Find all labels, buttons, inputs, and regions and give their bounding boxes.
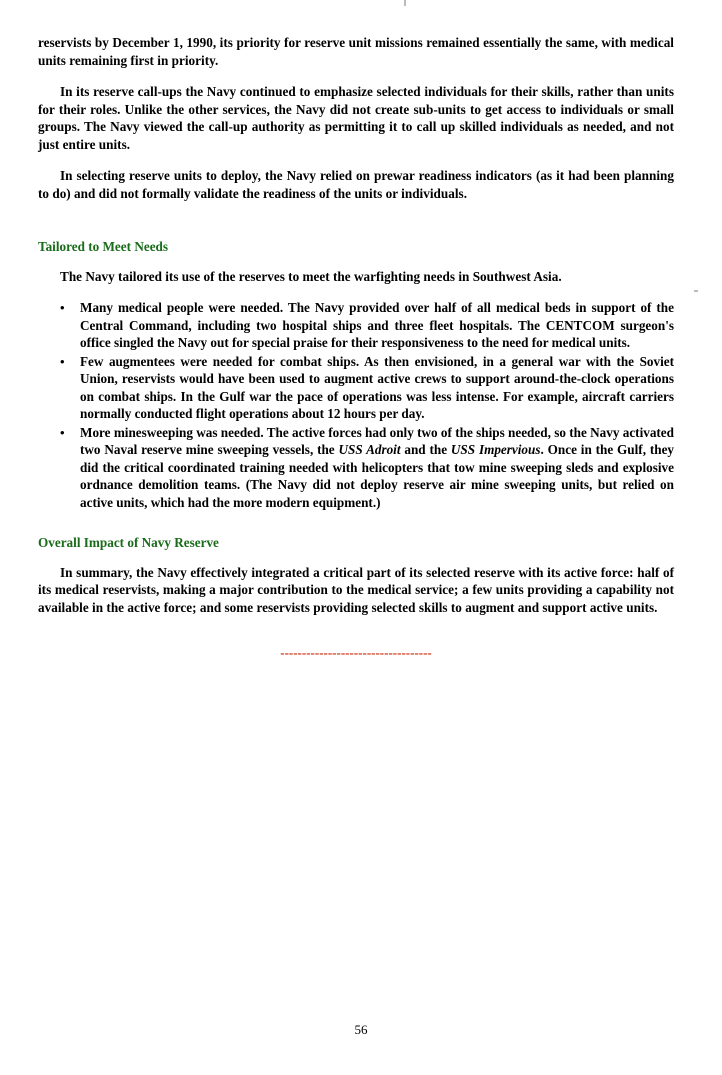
list-item xyxy=(38,299,674,352)
bullet-icon: • xyxy=(60,424,65,440)
paragraph-2: In its reserve call-ups the Navy continued to emphasize selected individuals for their skills, rather than units for their roles. Unlike the other services, the Navy did not create sub-units to get access to individuals or small groups. The Navy viewed the call-up authority as permitting it to call up skilled individuals as needed, and not just entire units. xyxy=(38,84,674,152)
list-item xyxy=(38,424,674,512)
list-item xyxy=(38,353,674,423)
paragraph-1: reservists by December 1, 1990, its priority for reserve unit missions remained essentially the same, with medical units remaining first in priority. xyxy=(38,35,674,68)
dashed-divider: ----------------------------------- xyxy=(280,645,432,660)
paragraph-3: In selecting reserve units to deploy, the Navy relied on prewar readiness indicators (as it had been planning to do) and did not formally validate the readiness of the units or individuals. xyxy=(38,168,674,201)
list-item-text-cont: and the xyxy=(400,442,451,457)
section-overall-body: In summary, the Navy effectively integrated a critical part of its selected reserve with its active force: half of its medical reservists, making a major contribution to the medical service; a few units providing a capability not available in the active force; and some reservists providing selected skills to augment and support active units. xyxy=(38,564,674,615)
page-edge-tick-top xyxy=(404,0,406,6)
spacer xyxy=(38,216,674,238)
ship-name-adroit: USS Adroit xyxy=(338,442,401,457)
bullet-icon: • xyxy=(60,300,65,315)
list-item-text-end: . Once in the Gulf, they did the critical coordinated training needed with helicopters that tow mine sweeping sleds and explosive ordnance demolition teams. (The Navy did not deploy reserve air mine sweeping units, but relied on active units, which had the more modern equipment.) xyxy=(80,442,675,510)
ship-name-impervious: USS Impervious xyxy=(450,442,541,457)
section-tailored-intro: The Navy tailored its use of the reserves to meet the warfighting needs in Southwest Asia. xyxy=(60,268,562,284)
page-edge-tick-right xyxy=(694,290,698,292)
list-item-text: Few augmentees were needed for combat ships. As then envisioned, in a general war with the Soviet Union, reservists would have been used to augment active crews to support around-the-clock operations on combat ships. In the Gulf war the pace of operations was less intense. For example, aircraft carriers normally conducted flight operations about 12 hours per day. xyxy=(80,353,674,421)
list-item-text: More minesweeping was needed. The active forces had only two of the ships needed, so the Navy activated two Naval reserve mine sweeping vessels, the xyxy=(80,424,674,457)
section-divider-wrap xyxy=(38,644,674,662)
bullet-icon: • xyxy=(60,353,65,369)
tailored-bullet-list xyxy=(38,299,674,511)
spacer xyxy=(38,512,674,534)
page-number: 56 xyxy=(354,1022,368,1037)
list-item-text: Many medical people were needed. The Navy provided over half of all medical beds in support of the Central Command, including two hospital ships and three fleet hospitals. The CENTCOM surgeon's office singled the Navy out for special praise for their responsiveness to the need for medical units. xyxy=(80,300,674,350)
section-heading-tailored: Tailored to Meet Needs xyxy=(38,239,169,254)
section-heading-overall-impact: Overall Impact of Navy Reserve xyxy=(38,535,219,550)
